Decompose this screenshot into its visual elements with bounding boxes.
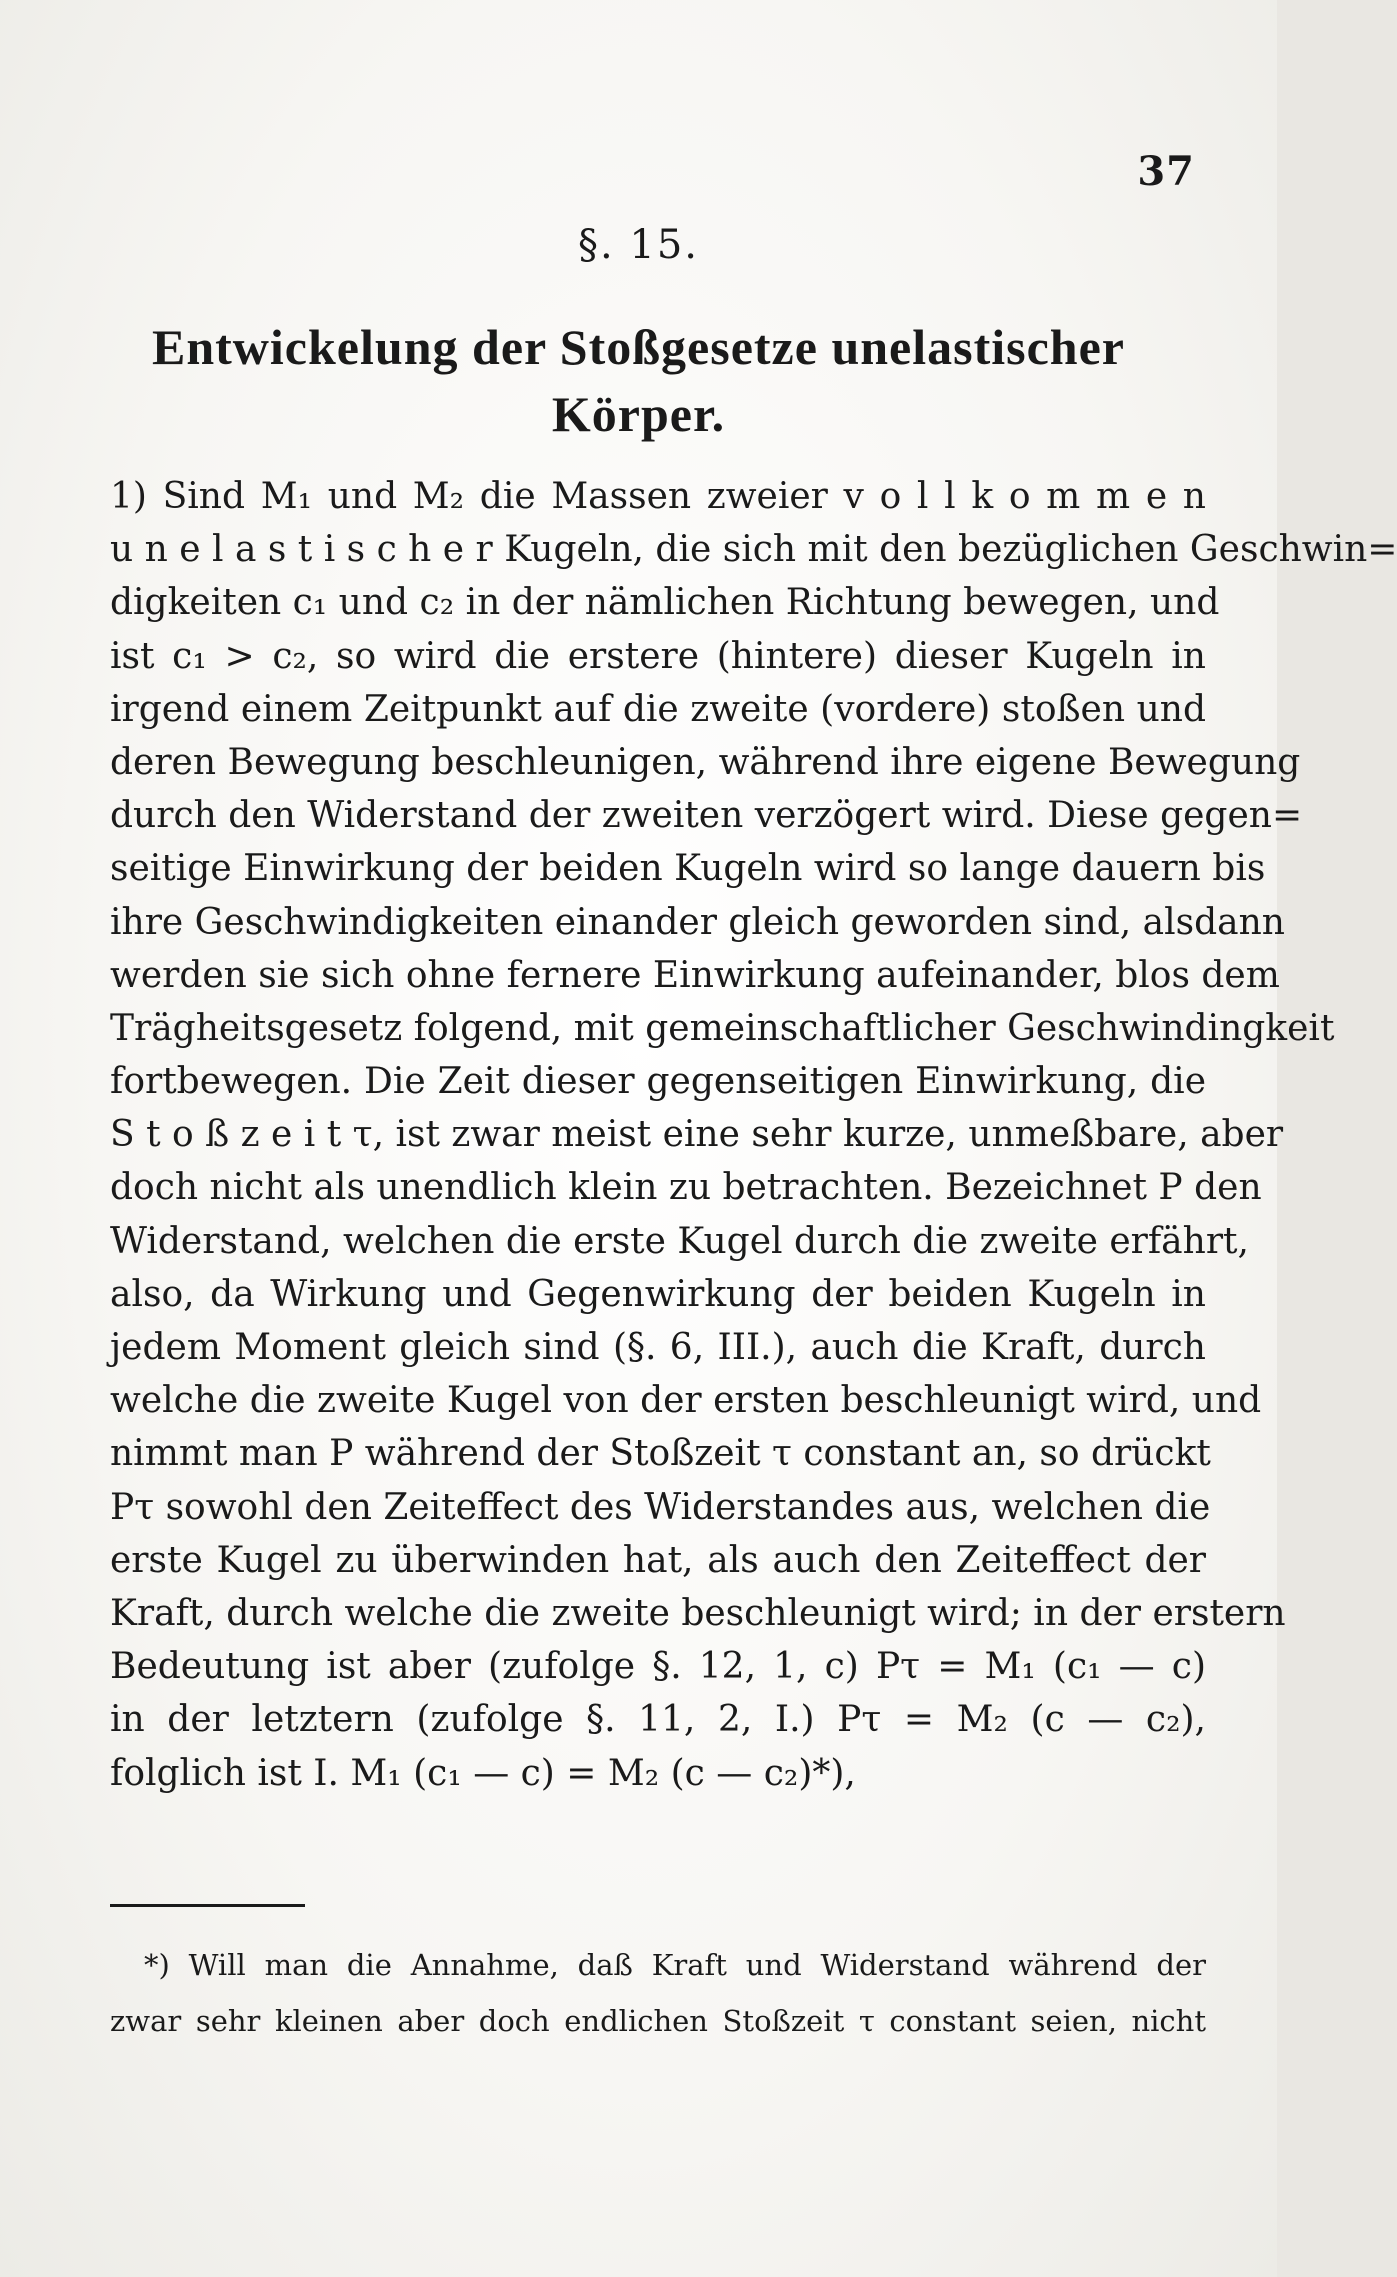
text-line: Widerstand, welchen die erste Kugel durch die zweite erfährt, — [110, 1220, 1249, 1262]
footnote — [110, 1937, 1206, 2049]
text-line: deren Bewegung beschleunigen, während ihre eigene Bewegung — [110, 741, 1301, 783]
text-line: irgend einem Zeitpunkt auf die zweite (vordere) stoßen und — [110, 688, 1206, 730]
text-line: welche die zweite Kugel von der ersten beschleunigt wird, und — [110, 1380, 1262, 1422]
text-line: Pτ sowohl den Zeiteffect des Widerstandes aus, welchen die — [110, 1486, 1211, 1528]
footnote-line: zwar sehr kleinen aber doch endlichen Stoßzeit τ constant seien, nicht — [110, 2004, 1206, 2038]
text-line: ihre Geschwindigkeiten einander gleich geworden sind, alsdann — [110, 901, 1285, 943]
text-line: werden sie sich ohne fernere Einwirkung aufeinander, blos dem — [110, 954, 1280, 996]
text-line: fortbewegen. Die Zeit dieser gegenseitigen Einwirkung, die — [110, 1061, 1206, 1103]
section-heading-line-1: Entwickelung der Stoßgesetze unelastischer — [152, 319, 1125, 375]
text-line: u n e l a s t i s c h e r Kugeln, die sich mit den bezüglichen Geschwin= — [110, 529, 1397, 571]
section-heading-line-2: Körper. — [551, 386, 726, 442]
text-line: Kraft, durch welche die zweite beschleunigt wird; in der erstern — [110, 1592, 1286, 1634]
text-line: Bedeutung ist aber (zufolge §. 12, 1, c) Pτ = M₁ (c₁ — c) — [110, 1646, 1206, 1688]
text-line: doch nicht als unendlich klein zu betrachten. Bezeichnet P den — [110, 1167, 1262, 1209]
footnote-line: *) Will man die Annahme, daß Kraft und Widerstand während der — [144, 1948, 1206, 1982]
text-line: erste Kugel zu überwinden hat, als auch den Zeiteffect der — [110, 1539, 1206, 1581]
text-line: digkeiten c₁ und c₂ in der nämlichen Richtung bewegen, und — [110, 582, 1220, 624]
text-line: Trägheitsgesetz folgend, mit gemeinschaftlicher Geschwindingkeit — [110, 1007, 1335, 1049]
text-line-equation: folglich ist I. M₁ (c₁ — c) = M₂ (c — c₂)*), — [110, 1752, 856, 1794]
text-line: in der letztern (zufolge §. 11, 2, I.) Pτ = M₂ (c — c₂), — [110, 1699, 1206, 1741]
text-line: ist c₁ > c₂, so wird die erstere (hintere) dieser Kugeln in — [110, 635, 1206, 677]
page-number: 37 — [1137, 148, 1195, 195]
text-line: 1) Sind M₁ und M₂ die Massen zweier v o l l k o m m e n — [110, 476, 1206, 517]
footnote-divider — [110, 1904, 305, 1907]
text-line: durch den Widerstand der zweiten verzögert wird. Diese gegen= — [110, 795, 1303, 837]
section-number: §. 15. — [577, 222, 700, 268]
text-line: also, da Wirkung und Gegenwirkung der beiden Kugeln in — [110, 1273, 1206, 1315]
text-line: jedem Moment gleich sind (§. 6, III.), auch die Kraft, durch — [110, 1327, 1206, 1368]
text-line: seitige Einwirkung der beiden Kugeln wird so lange dauern bis — [110, 848, 1266, 890]
text-line: S t o ß z e i t τ, ist zwar meist eine sehr kurze, unmeßbare, aber — [110, 1114, 1284, 1156]
body-text — [110, 470, 1397, 1800]
text-line: nimmt man P während der Stoßzeit τ constant an, so drückt — [110, 1433, 1211, 1475]
